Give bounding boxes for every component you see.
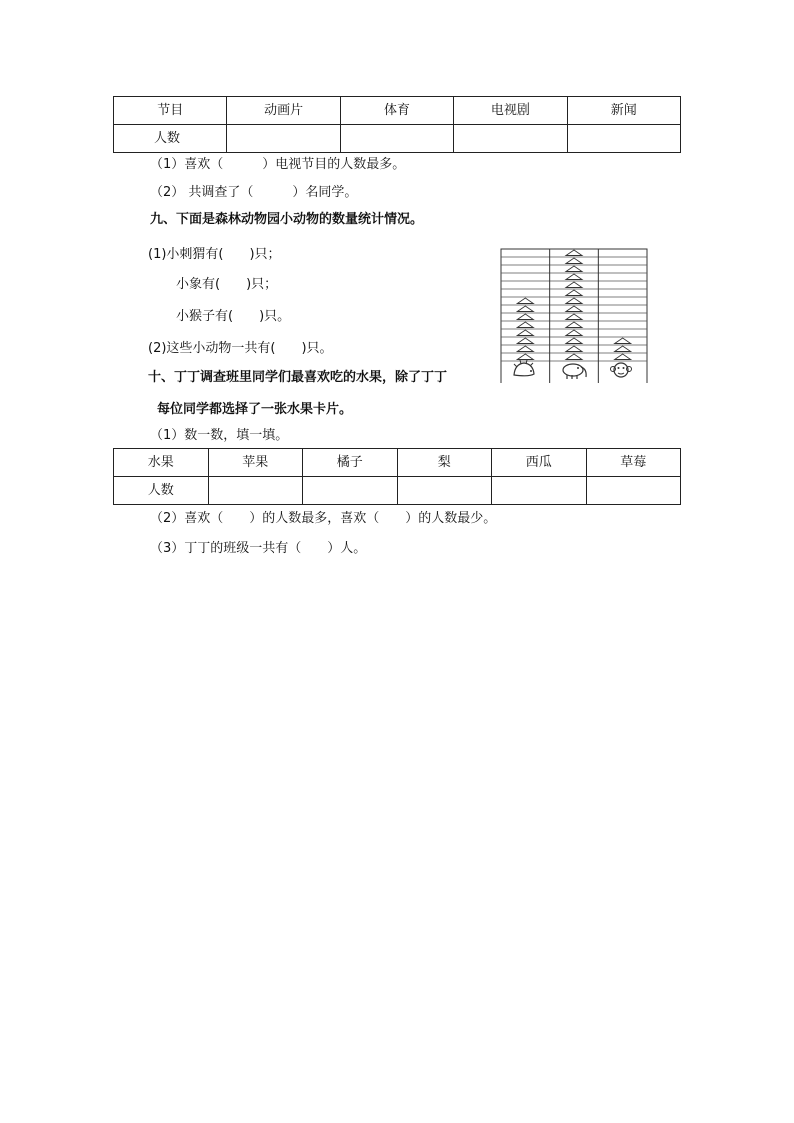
table-header-cell: 苹果	[208, 449, 303, 477]
table-header-cell: 梨	[397, 449, 492, 477]
answer-cell[interactable]	[208, 477, 303, 505]
elephant-icon	[563, 364, 586, 379]
section-10-title-line2: 每位同学都选择了一张水果卡片。	[157, 402, 353, 417]
table-header-cell: 动画片	[227, 97, 340, 125]
animal-pictograph	[500, 248, 648, 383]
question-10-1: （1）数一数，填一填。	[150, 428, 289, 443]
table-header-cell: 草莓	[586, 449, 681, 477]
table-row-label: 人数	[114, 477, 209, 505]
table-row	[114, 449, 681, 477]
triangle-mark	[566, 338, 582, 344]
pictograph-icons	[514, 360, 632, 379]
triangle-mark	[517, 306, 533, 312]
table-row	[114, 97, 681, 125]
triangle-mark	[566, 346, 582, 352]
question-9-1: (1)小刺猬有( )只；	[148, 247, 281, 262]
triangle-mark	[615, 354, 631, 360]
table-header-cell: 西瓜	[492, 449, 587, 477]
triangle-mark	[566, 322, 582, 328]
answer-cell[interactable]	[397, 477, 492, 505]
question-9-1b: 小象有( )只；	[176, 277, 278, 292]
table-header-cell: 电视剧	[454, 97, 567, 125]
triangle-mark	[615, 346, 631, 352]
answer-cell[interactable]	[303, 477, 398, 505]
triangle-mark	[517, 354, 533, 360]
table-row-label: 人数	[114, 125, 227, 153]
triangle-mark	[566, 282, 582, 288]
table-row	[114, 125, 681, 153]
triangle-mark	[566, 290, 582, 296]
answer-cell[interactable]	[340, 125, 453, 153]
triangle-mark	[566, 258, 582, 264]
triangle-mark	[566, 298, 582, 304]
section-9-title: 九、下面是森林动物园小动物的数量统计情况。	[150, 212, 424, 227]
question-8-1: （1）喜欢（ ）电视节目的人数最多。	[150, 157, 406, 172]
answer-cell[interactable]	[454, 125, 567, 153]
triangle-mark	[517, 330, 533, 336]
tv-program-table	[113, 96, 681, 153]
table-row	[114, 477, 681, 505]
triangle-mark	[566, 330, 582, 336]
table-header-cell: 体育	[340, 97, 453, 125]
question-9-2: (2)这些小动物一共有( )只。	[148, 341, 333, 356]
monkey-icon	[611, 363, 632, 377]
table-header-cell: 橘子	[303, 449, 398, 477]
question-9-1c: 小猴子有( )只。	[176, 309, 291, 324]
triangle-mark	[566, 250, 582, 256]
table-header-cell: 节目	[114, 97, 227, 125]
triangle-mark	[566, 354, 582, 360]
answer-cell[interactable]	[227, 125, 340, 153]
triangle-mark	[615, 338, 631, 344]
triangle-mark	[517, 338, 533, 344]
triangle-mark	[517, 346, 533, 352]
hedgehog-icon	[514, 360, 534, 376]
triangle-mark	[566, 266, 582, 272]
triangle-mark	[517, 322, 533, 328]
fruit-table	[113, 448, 681, 505]
question-10-3: （3）丁丁的班级一共有（ ）人。	[150, 541, 367, 556]
answer-cell[interactable]	[492, 477, 587, 505]
question-10-2: （2）喜欢（ ）的人数最多，喜欢（ ）的人数最少。	[150, 511, 497, 526]
section-10-title-line1: 十、丁丁调查班里同学们最喜欢吃的水果，除了丁丁	[148, 370, 448, 385]
question-8-2: （2） 共调查了（ ）名同学。	[150, 185, 358, 200]
triangle-mark	[517, 298, 533, 304]
triangle-mark	[566, 274, 582, 280]
triangle-mark	[566, 314, 582, 320]
triangle-mark	[566, 306, 582, 312]
answer-cell[interactable]	[567, 125, 680, 153]
table-header-cell: 新闻	[567, 97, 680, 125]
table-header-cell: 水果	[114, 449, 209, 477]
answer-cell[interactable]	[586, 477, 681, 505]
triangle-mark	[517, 314, 533, 320]
